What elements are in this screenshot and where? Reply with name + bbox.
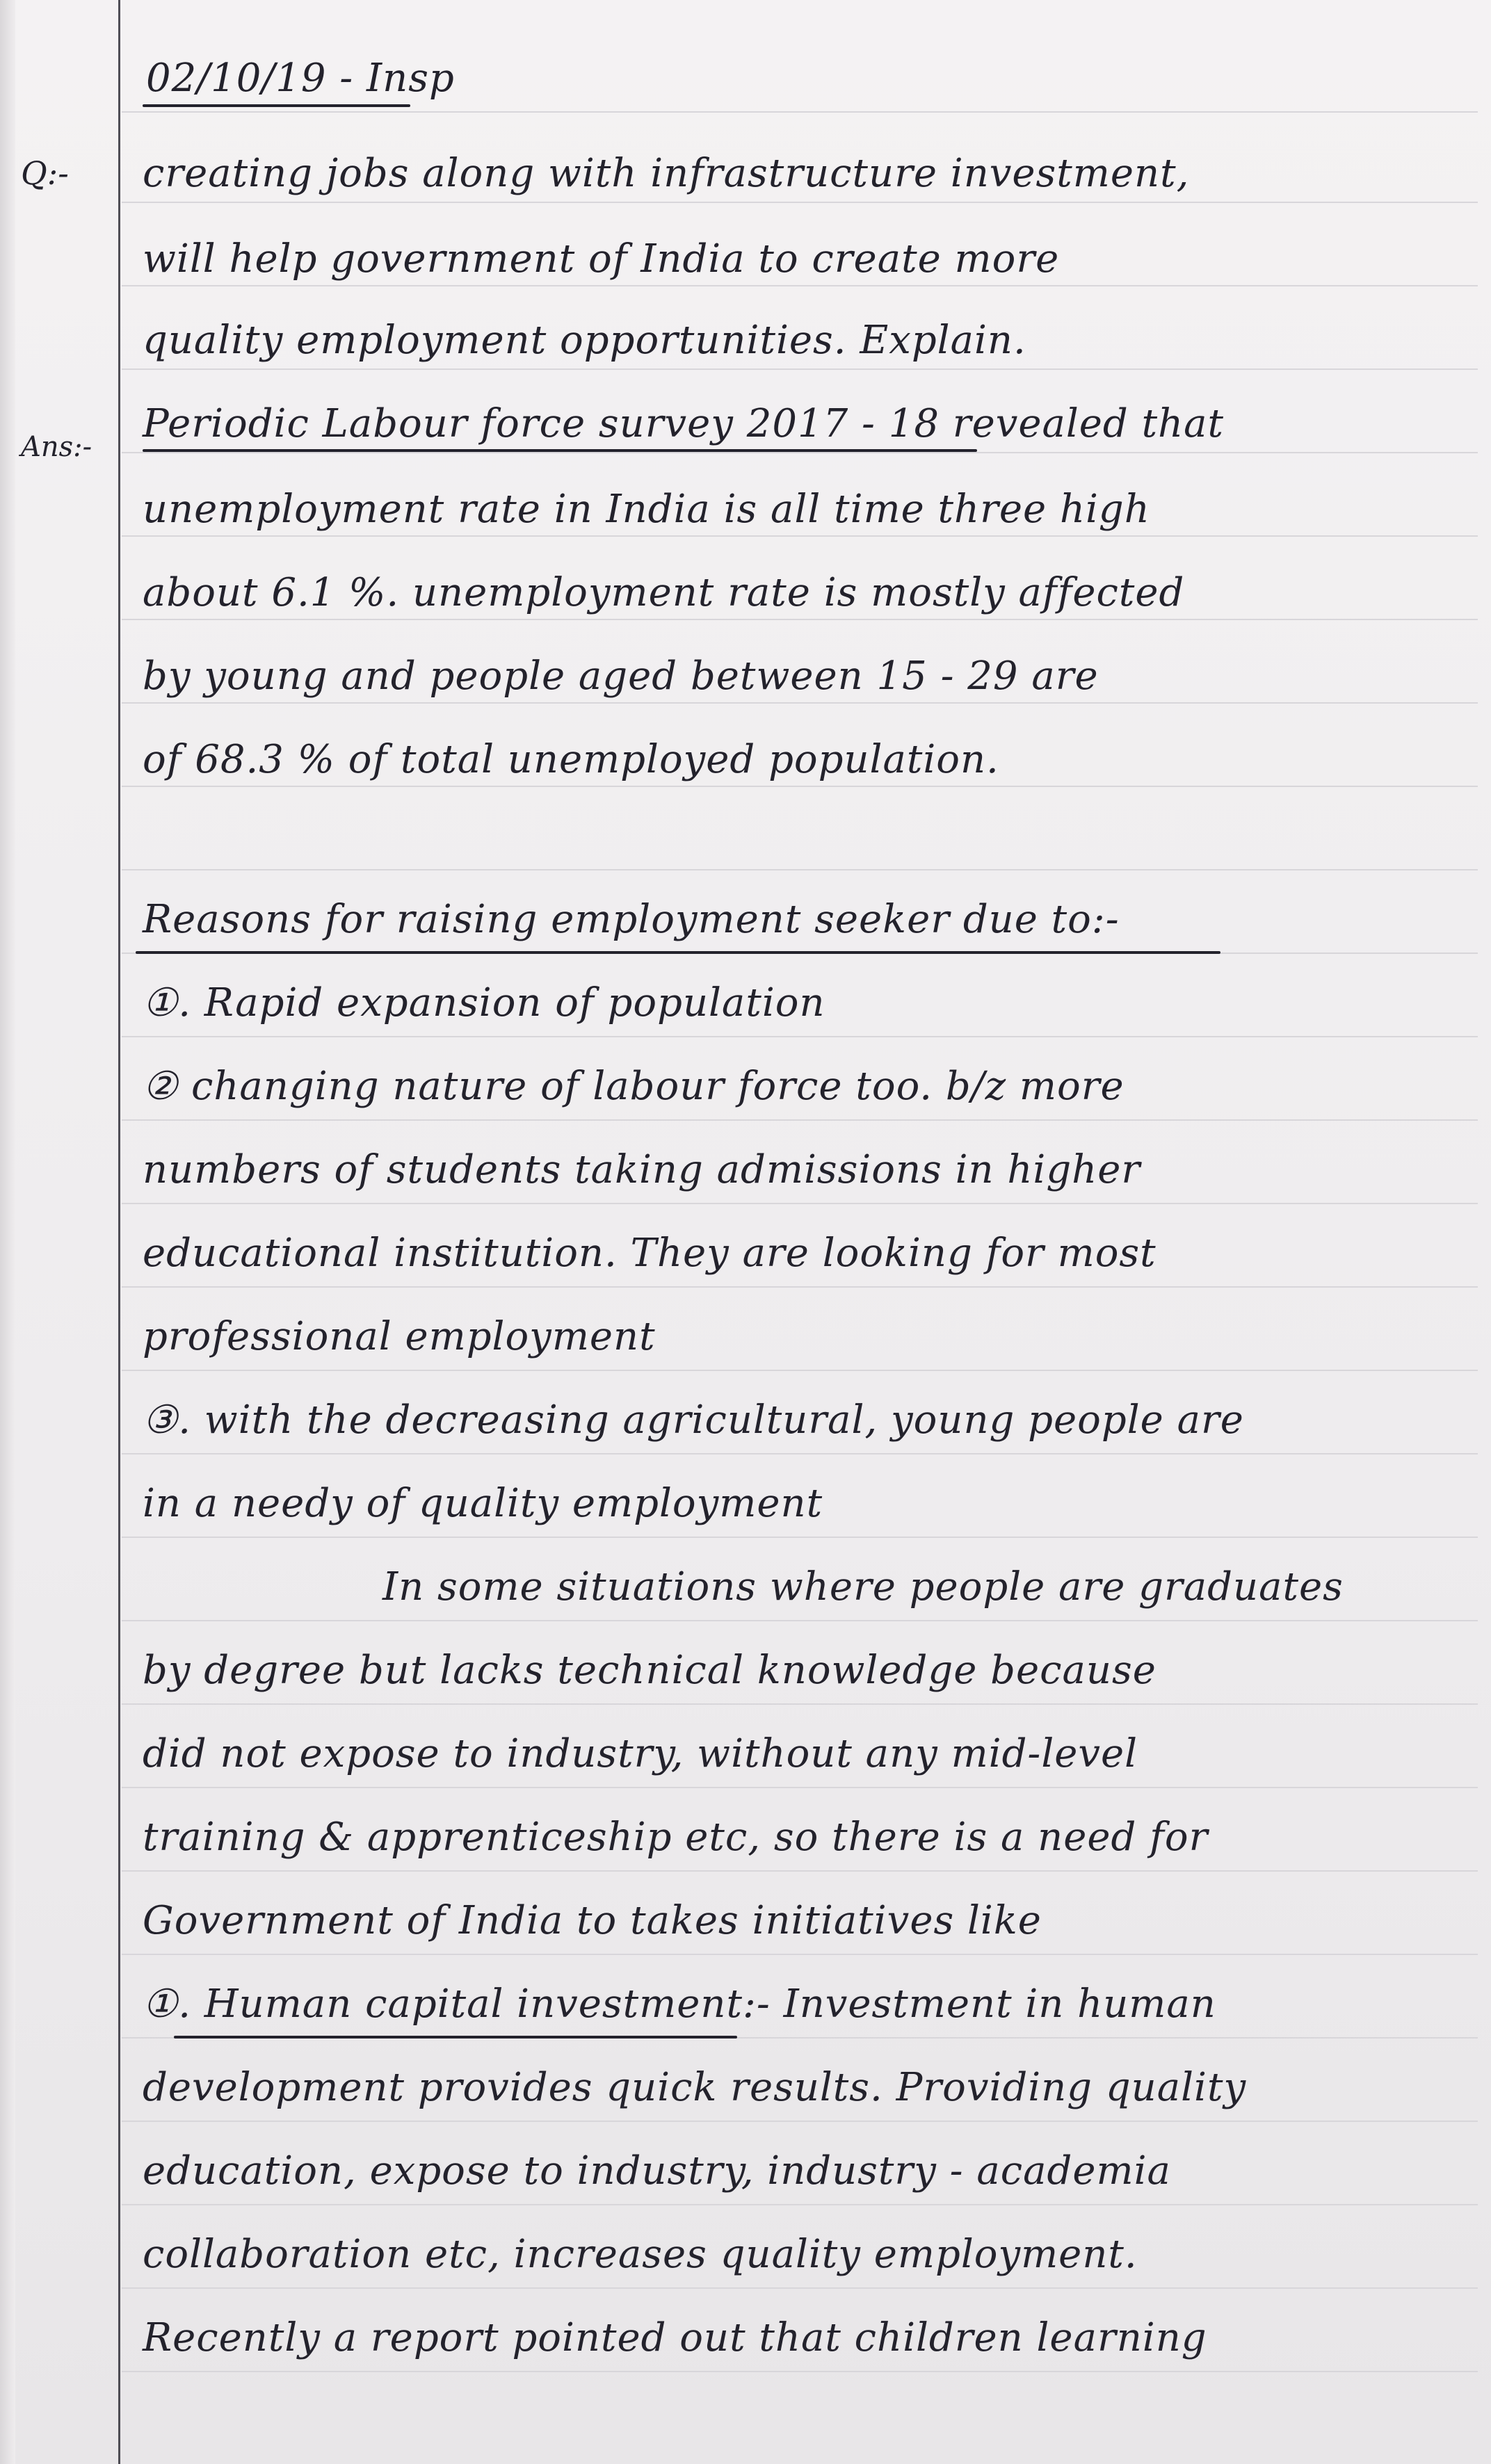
ruled-line bbox=[122, 1119, 1478, 1121]
ruled-line bbox=[122, 368, 1478, 370]
text-line: ①. Rapid expansion of population bbox=[143, 980, 825, 1026]
header-date-code: 02/10/19 - Insp bbox=[146, 56, 455, 101]
ruled-line bbox=[122, 111, 1478, 113]
ruled-line bbox=[122, 1203, 1478, 1204]
text-line: development provides quick results. Providing quality bbox=[143, 2065, 1247, 2110]
ruled-line bbox=[122, 2204, 1478, 2205]
text-line: of 68.3 % of total unemployed population. bbox=[143, 737, 999, 782]
ruled-line bbox=[122, 2287, 1478, 2289]
text-line: by degree but lacks technical knowledge because bbox=[143, 1648, 1156, 1693]
text-line: by young and people aged between 15 - 29 are bbox=[143, 654, 1099, 699]
answer-label: Ans:- bbox=[21, 431, 92, 463]
ruled-line bbox=[122, 2371, 1478, 2372]
ruled-line bbox=[122, 1703, 1478, 1705]
text-line: did not expose to industry, without any mid-level bbox=[143, 1731, 1138, 1776]
ruled-line bbox=[122, 1537, 1478, 1538]
human-capital-underline bbox=[174, 2036, 737, 2039]
ruled-line bbox=[122, 1453, 1478, 1454]
ruled-line bbox=[122, 1286, 1478, 1288]
ruled-line bbox=[122, 1870, 1478, 1872]
text-line: unemployment rate in India is all time three high bbox=[143, 487, 1150, 532]
reasons-underline bbox=[136, 951, 1220, 954]
ruled-line bbox=[122, 2121, 1478, 2122]
ruled-line bbox=[122, 702, 1478, 704]
ruled-line bbox=[122, 1370, 1478, 1371]
ruled-line bbox=[122, 202, 1478, 203]
text-line: in a needy of quality employment bbox=[143, 1481, 823, 1526]
text-line: ①. Human capital investment:- Investment in human bbox=[143, 1981, 1216, 2027]
text-line: training & apprenticeship etc, so there is a need for bbox=[143, 1815, 1209, 1860]
text-line: about 6.1 %. unemployment rate is mostly affected bbox=[143, 570, 1185, 615]
text-line: collaboration etc, increases quality employment. bbox=[143, 2232, 1138, 2277]
survey-underline bbox=[143, 449, 977, 452]
text-line: quality employment opportunities. Explain. bbox=[143, 318, 1026, 363]
text-line: In some situations where people are graduates bbox=[382, 1564, 1344, 1610]
text-line: professional employment bbox=[143, 1314, 656, 1359]
text-line: ③. with the decreasing agricultural, young people are bbox=[143, 1397, 1244, 1443]
ruled-line bbox=[122, 285, 1478, 286]
header-underline bbox=[143, 104, 410, 107]
ruled-line bbox=[122, 1954, 1478, 1955]
question-label: Q:- bbox=[21, 154, 69, 192]
ruled-line bbox=[122, 619, 1478, 620]
text-line: will help government of India to create more bbox=[143, 236, 1060, 282]
text-line: education, expose to industry, industry - academia bbox=[143, 2148, 1171, 2194]
text-line: Recently a report pointed out that children learning bbox=[143, 2315, 1207, 2360]
text-line: educational institution. They are looking for most bbox=[143, 1231, 1156, 1276]
ruled-line bbox=[122, 786, 1478, 787]
ruled-line bbox=[122, 869, 1478, 870]
ruled-line bbox=[122, 1620, 1478, 1621]
ruled-line bbox=[122, 535, 1478, 537]
text-line: Government of India to takes initiatives like bbox=[143, 1898, 1042, 1943]
text-line: creating jobs along with infrastructure investment, bbox=[143, 151, 1190, 196]
ruled-line bbox=[122, 452, 1478, 453]
text-line: Periodic Labour force survey 2017 - 18 revealed that bbox=[143, 401, 1225, 446]
ruled-line bbox=[122, 1787, 1478, 1788]
text-line: Reasons for raising employment seeker due to:- bbox=[143, 897, 1120, 942]
text-line: ② changing nature of labour force too. b/z more bbox=[143, 1064, 1125, 1109]
ruled-line bbox=[122, 1036, 1478, 1037]
page-edge-shadow bbox=[0, 0, 15, 2464]
margin-line bbox=[118, 0, 120, 2464]
text-line: numbers of students taking admissions in higher bbox=[143, 1147, 1141, 1192]
